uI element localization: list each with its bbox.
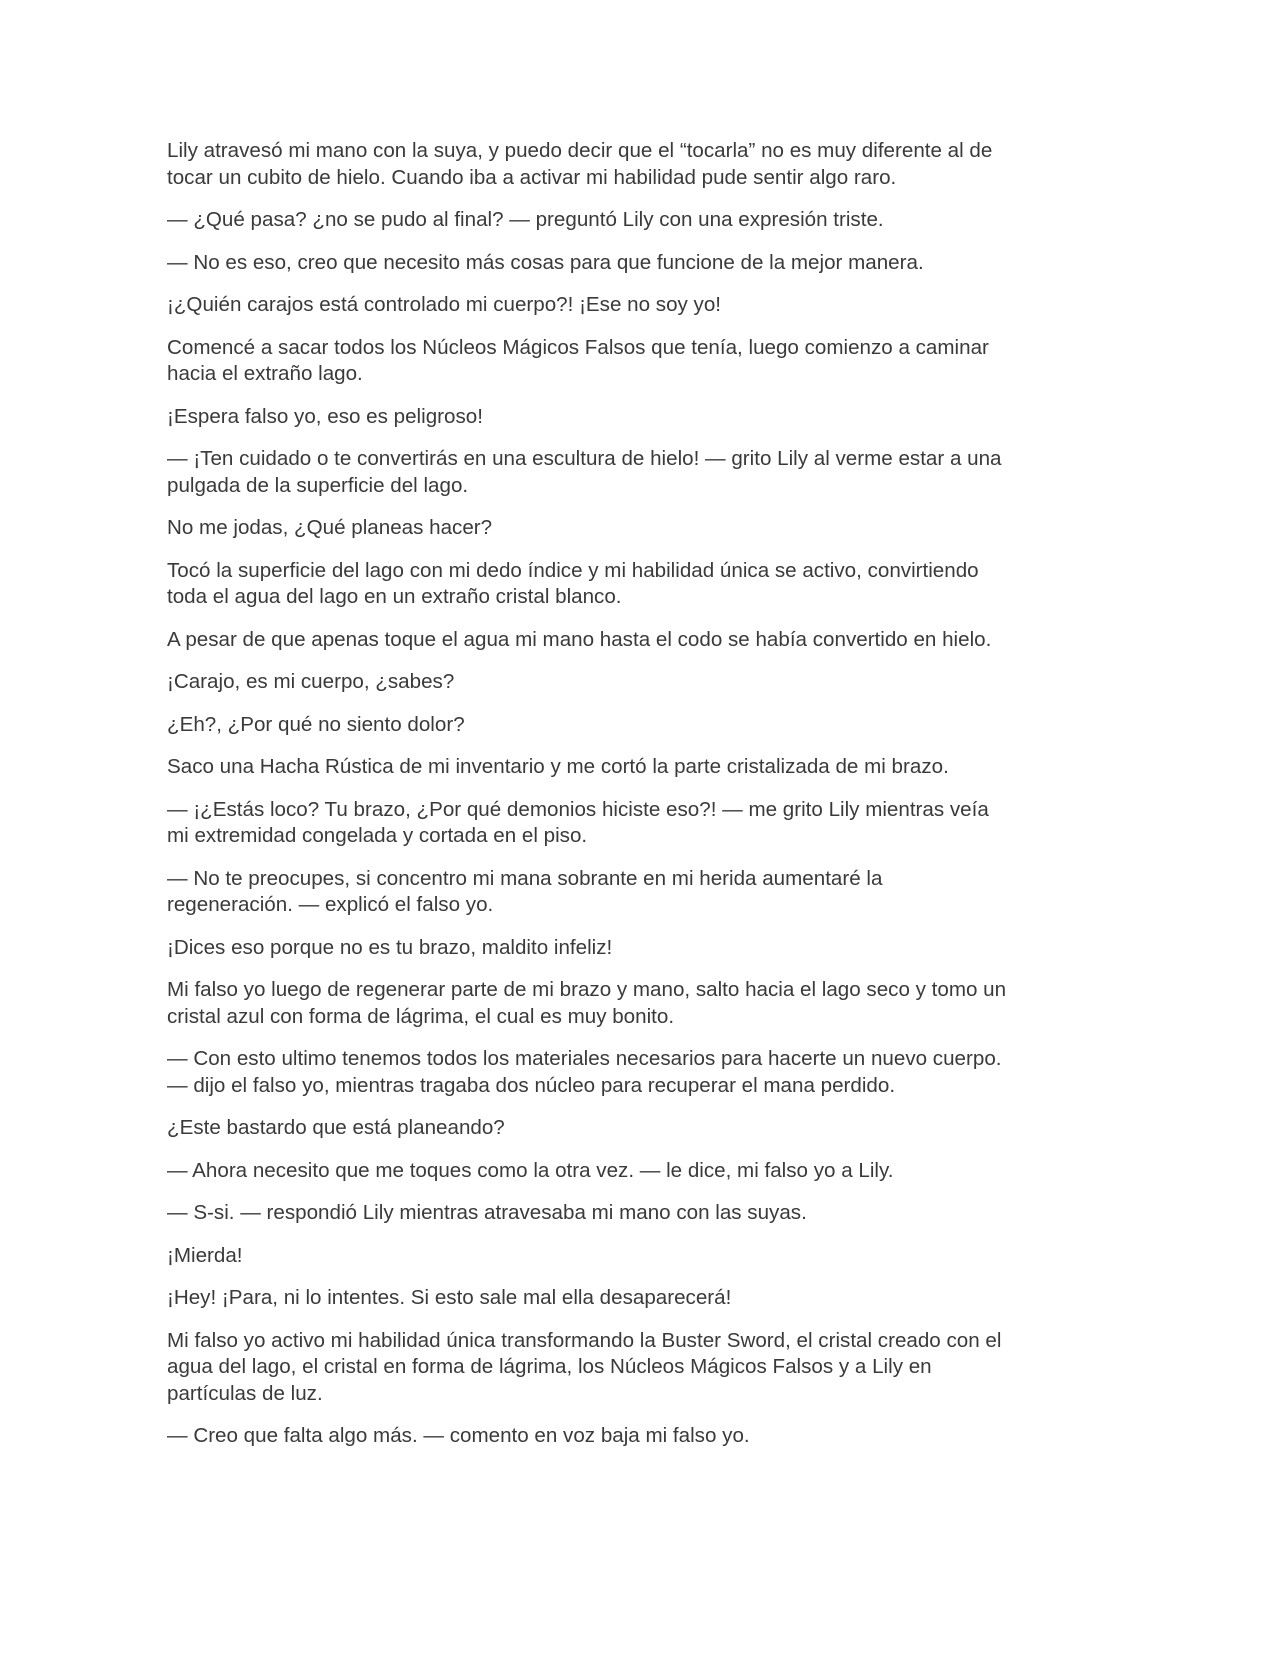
paragraph: ¡Espera falso yo, eso es peligroso! — [167, 404, 483, 428]
paragraph: — Con esto ultimo tenemos todos los materiales necesarios para hacerte un nuevo cuerpo. — dijo el falso yo, mientras tragaba dos núcleo para recuperar el mana perdido. — [167, 1047, 1002, 1097]
paragraph: — No es eso, creo que necesito más cosas para que funcione de la mejor manera. — [167, 250, 924, 274]
paragraph: — ¡Ten cuidado o te convertirás en una escultura de hielo! — grito Lily al verme estar a una pulgada de la superficie del lago. — [167, 447, 1002, 497]
paragraph: ¿Este bastardo que está planeando? — [167, 1116, 505, 1139]
paragraph: Mi falso yo activo mi habilidad única transformando la Buster Sword, el cristal creado con el agua del lago, el cristal en forma de lágrima, los Núcleos Mágicos Falsos y a Lily en partículas de luz. — [167, 1328, 1002, 1405]
paragraph: — Ahora necesito que me toques como la otra vez. — le dice, mi falso yo a Lily. — [167, 1158, 894, 1182]
paragraph: ¡Mierda! — [167, 1243, 243, 1267]
paragraph: — ¿Qué pasa? ¿no se pudo al final? — preguntó Lily con una expresión triste. — [167, 208, 884, 231]
paragraph: ¡¿Quién carajos está controlado mi cuerpo?! ¡Ese no soy yo! — [167, 293, 722, 316]
paragraph: Mi falso yo luego de regenerar parte de mi brazo y mano, salto hacia el lago seco y tomo un cristal azul con forma de lágrima, el cual es muy bonito. — [167, 978, 1007, 1028]
paragraph: — S-si. — respondió Lily mientras atravesaba mi mano con las suyas. — [167, 1201, 807, 1224]
paragraph: ¿Eh?, ¿Por qué no siento dolor? — [167, 712, 465, 736]
paragraph: Lily atravesó mi mano con la suya, y puedo decir que el “tocarla” no es muy diferente al de tocar un cubito de hielo. Cuando iba a activar mi habilidad pude sentir algo raro. — [167, 139, 993, 189]
paragraph: ¡Dices eso porque no es tu brazo, maldito infeliz! — [167, 935, 613, 959]
paragraph: ¡Hey! ¡Para, ni lo intentes. Si esto sale mal ella desaparecerá! — [167, 1286, 732, 1309]
paragraph: Tocó la superficie del lago con mi dedo índice y mi habilidad única se activo, convirtiendo toda el agua del lago en un extraño cristal blanco. — [167, 558, 979, 608]
paragraph: Saco una Hacha Rústica de mi inventario y me cortó la parte cristalizada de mi brazo. — [167, 755, 949, 778]
paragraph: ¡Carajo, es mi cuerpo, ¿sabes? — [167, 670, 455, 693]
paragraph: — ¡¿Estás loco? Tu brazo, ¿Por qué demonios hiciste eso?! — me grito Lily mientras veía mi extremidad congelada y cortada en el piso. — [167, 797, 989, 847]
paragraph: No me jodas, ¿Qué planeas hacer? — [167, 516, 493, 539]
paragraph: — Creo que falta algo más. — comento en voz baja mi falso yo. — [167, 1424, 750, 1447]
document-page — [167, 138, 1007, 1466]
paragraph: — No te preocupes, si concentro mi mana sobrante en mi herida aumentaré la regeneración. — explicó el falso yo. — [167, 866, 883, 916]
paragraph: A pesar de que apenas toque el agua mi mano hasta el codo se había convertido en hielo. — [167, 627, 992, 651]
paragraph: Comencé a sacar todos los Núcleos Mágicos Falsos que tenía, luego comienzo a caminar hacia el extraño lago. — [167, 335, 989, 385]
